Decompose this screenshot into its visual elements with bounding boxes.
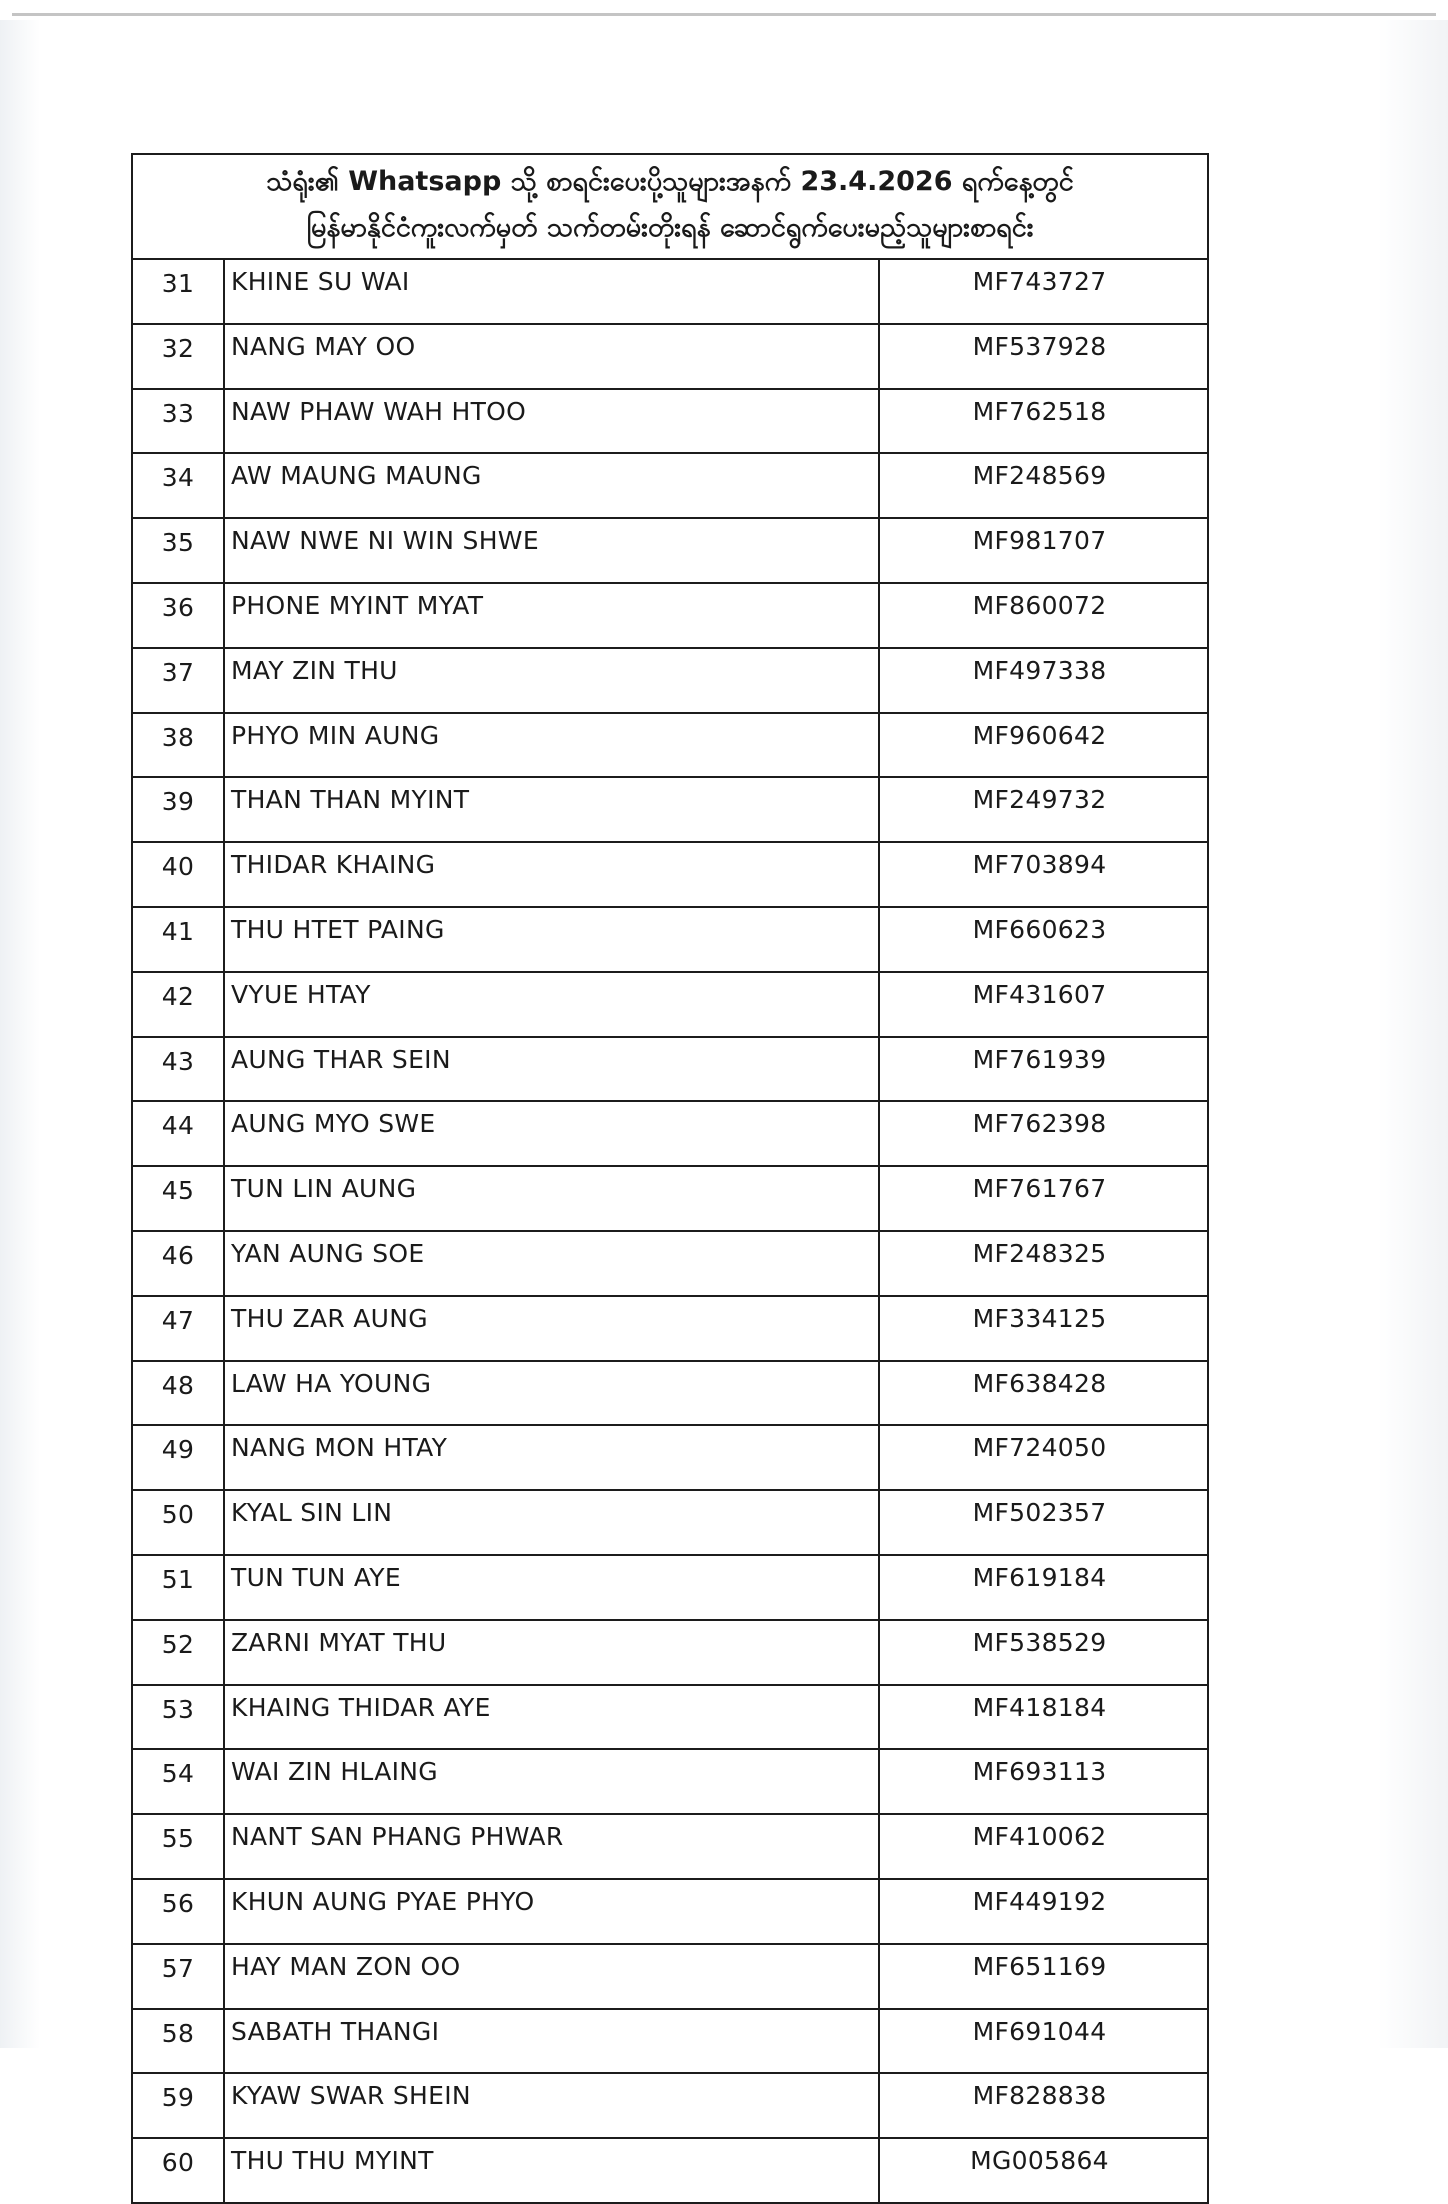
row-passport-number: MF538529 [879,1620,1208,1685]
row-name: NANG MAY OO [224,324,879,389]
row-name: THAN THAN MYINT [224,777,879,842]
row-name: AW MAUNG MAUNG [224,453,879,518]
row-passport-number: MF449192 [879,1879,1208,1944]
row-passport-number: MG005864 [879,2138,1208,2203]
row-number: 42 [132,972,224,1037]
row-name: TUN LIN AUNG [224,1166,879,1231]
row-name: KHAING THIDAR AYE [224,1685,879,1750]
table-row [132,1685,1208,1750]
table-row [132,259,1208,324]
row-passport-number: MF691044 [879,2009,1208,2074]
row-name: PHONE MYINT MYAT [224,583,879,648]
passport-renewal-list-table [131,153,1209,2204]
row-name: THU ZAR AUNG [224,1296,879,1361]
table-row [132,1490,1208,1555]
row-passport-number: MF762518 [879,389,1208,454]
row-number: 31 [132,259,224,324]
table-row [132,1425,1208,1490]
row-number: 32 [132,324,224,389]
table-title-row [132,154,1208,259]
row-number: 36 [132,583,224,648]
row-passport-number: MF248569 [879,453,1208,518]
table-row [132,518,1208,583]
row-name: VYUE HTAY [224,972,879,1037]
row-passport-number: MF248325 [879,1231,1208,1296]
row-number: 48 [132,1361,224,1426]
table-row [132,583,1208,648]
row-number: 55 [132,1814,224,1879]
row-number: 53 [132,1685,224,1750]
row-number: 50 [132,1490,224,1555]
row-passport-number: MF619184 [879,1555,1208,1620]
row-name: WAI ZIN HLAING [224,1749,879,1814]
table-row [132,1037,1208,1102]
table-row [132,1231,1208,1296]
table-row [132,1944,1208,2009]
row-number: 33 [132,389,224,454]
row-number: 49 [132,1425,224,1490]
row-number: 37 [132,648,224,713]
table-row [132,1296,1208,1361]
row-passport-number: MF502357 [879,1490,1208,1555]
row-number: 34 [132,453,224,518]
row-number: 57 [132,1944,224,2009]
row-name: NAW PHAW WAH HTOO [224,389,879,454]
row-passport-number: MF638428 [879,1361,1208,1426]
row-number: 46 [132,1231,224,1296]
table-row [132,842,1208,907]
row-name: SABATH THANGI [224,2009,879,2074]
row-name: KYAL SIN LIN [224,1490,879,1555]
row-name: AUNG MYO SWE [224,1101,879,1166]
table-row [132,972,1208,1037]
row-number: 56 [132,1879,224,1944]
table-row [132,1361,1208,1426]
row-passport-number: MF761767 [879,1166,1208,1231]
table-title-line-1: သံရုံး၏ Whatsapp သို့ စာရင်းပေးပို့သူများအနက် 23.4.2026 ရက်နေ့တွင် [266,166,1074,197]
row-name: THU HTET PAING [224,907,879,972]
row-number: 47 [132,1296,224,1361]
row-number: 59 [132,2073,224,2138]
row-name: AUNG THAR SEIN [224,1037,879,1102]
row-name: HAY MAN ZON OO [224,1944,879,2009]
row-name: NANT SAN PHANG PHWAR [224,1814,879,1879]
row-number: 60 [132,2138,224,2203]
table-row [132,2073,1208,2138]
table-row [132,2138,1208,2203]
row-number: 44 [132,1101,224,1166]
scan-shadow-right [1378,20,1448,2048]
row-number: 35 [132,518,224,583]
table-body [132,154,1208,2203]
table-row [132,777,1208,842]
table-row [132,1814,1208,1879]
row-passport-number: MF743727 [879,259,1208,324]
table-row [132,389,1208,454]
table-row [132,1620,1208,1685]
table-row [132,2009,1208,2074]
row-name: LAW HA YOUNG [224,1361,879,1426]
table-row [132,1166,1208,1231]
row-name: KHUN AUNG PYAE PHYO [224,1879,879,1944]
row-passport-number: MF497338 [879,648,1208,713]
row-passport-number: MF249732 [879,777,1208,842]
table-row [132,648,1208,713]
row-passport-number: MF431607 [879,972,1208,1037]
scan-top-edge [12,13,1436,16]
row-passport-number: MF334125 [879,1296,1208,1361]
row-name: NANG MON HTAY [224,1425,879,1490]
row-name: PHYO MIN AUNG [224,713,879,778]
table-row [132,1879,1208,1944]
row-passport-number: MF960642 [879,713,1208,778]
row-passport-number: MF761939 [879,1037,1208,1102]
row-name: NAW NWE NI WIN SHWE [224,518,879,583]
row-name: MAY ZIN THU [224,648,879,713]
scan-shadow-left [0,20,40,2048]
row-number: 40 [132,842,224,907]
row-passport-number: MF410062 [879,1814,1208,1879]
row-passport-number: MF418184 [879,1685,1208,1750]
row-passport-number: MF724050 [879,1425,1208,1490]
table-row [132,1555,1208,1620]
row-name: YAN AUNG SOE [224,1231,879,1296]
row-number: 43 [132,1037,224,1102]
table-row [132,1101,1208,1166]
table-row [132,324,1208,389]
row-passport-number: MF981707 [879,518,1208,583]
row-number: 51 [132,1555,224,1620]
row-passport-number: MF828838 [879,2073,1208,2138]
table-row [132,713,1208,778]
row-number: 58 [132,2009,224,2074]
row-passport-number: MF537928 [879,324,1208,389]
table-row [132,1749,1208,1814]
row-number: 39 [132,777,224,842]
row-passport-number: MF651169 [879,1944,1208,2009]
row-name: ZARNI MYAT THU [224,1620,879,1685]
row-name: KHINE SU WAI [224,259,879,324]
row-number: 52 [132,1620,224,1685]
row-number: 45 [132,1166,224,1231]
row-passport-number: MF860072 [879,583,1208,648]
row-number: 38 [132,713,224,778]
row-name: THIDAR KHAING [224,842,879,907]
row-number: 54 [132,1749,224,1814]
table-title-line-2: မြန်မာနိုင်ငံကူးလက်မှတ် သက်တမ်းတိုးရန် ဆောင်ရွက်ပေးမည့်သူများစာရင်း [306,212,1034,243]
row-name: THU THU MYINT [224,2138,879,2203]
table-title-cell [132,154,1208,259]
row-number: 41 [132,907,224,972]
row-passport-number: MF660623 [879,907,1208,972]
row-passport-number: MF703894 [879,842,1208,907]
row-passport-number: MF693113 [879,1749,1208,1814]
table-row [132,907,1208,972]
row-name: KYAW SWAR SHEIN [224,2073,879,2138]
row-passport-number: MF762398 [879,1101,1208,1166]
table-row [132,453,1208,518]
row-name: TUN TUN AYE [224,1555,879,1620]
